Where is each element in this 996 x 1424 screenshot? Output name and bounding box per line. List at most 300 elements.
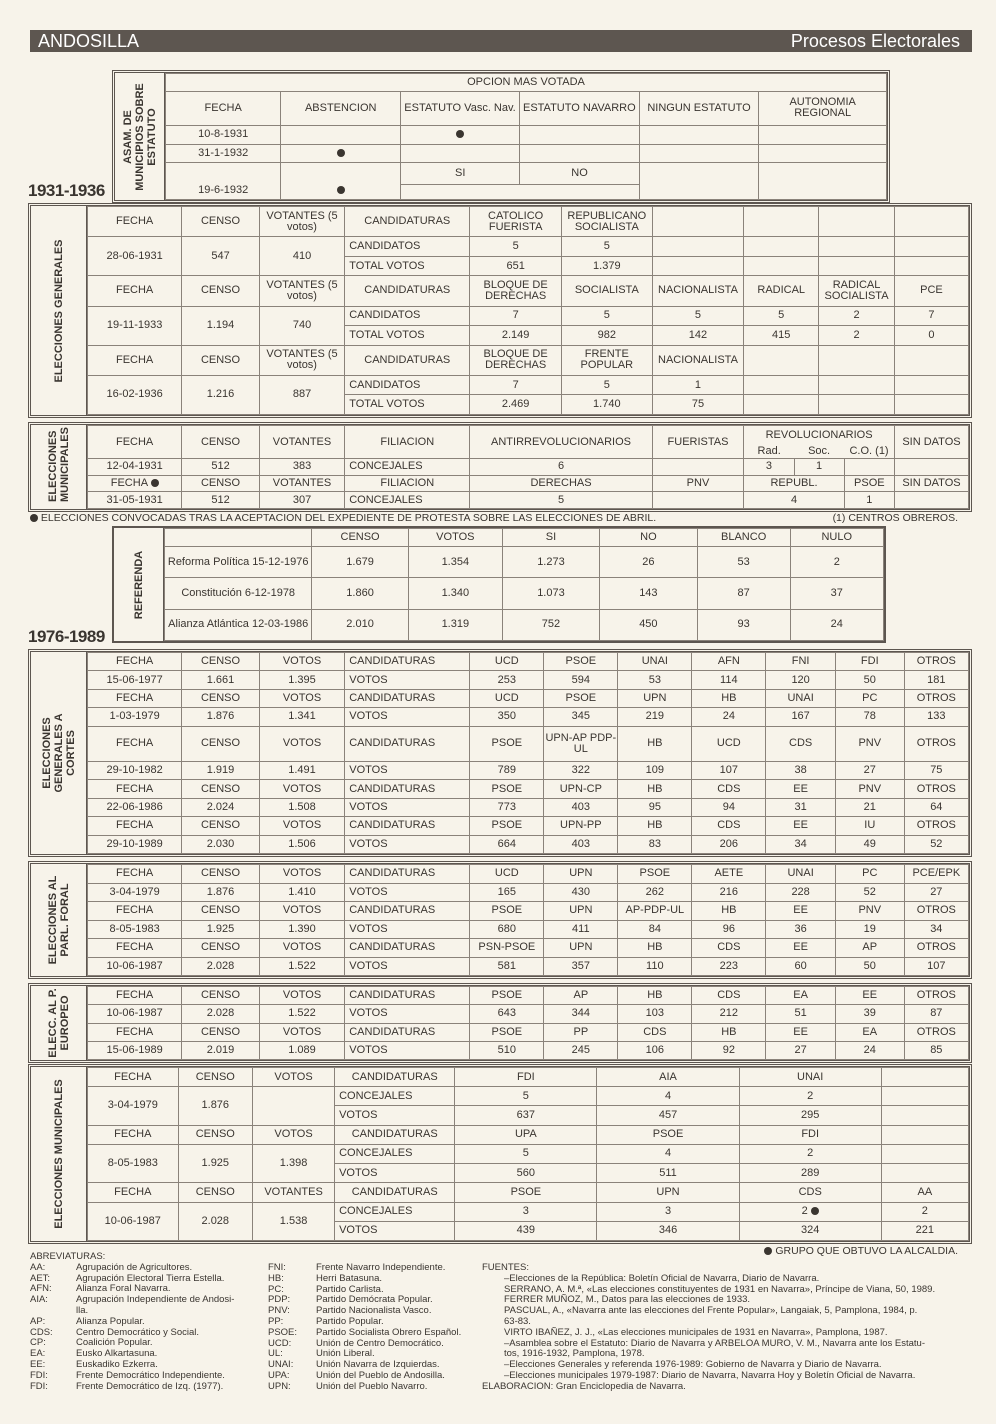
- footnote-text: GRUPO QUE OBTUVO LA ALCALDIA.: [775, 1245, 958, 1257]
- header-cell: CANDIDATURAS: [345, 865, 470, 884]
- value-cell: 84: [618, 920, 692, 939]
- value-cell: 219: [618, 708, 692, 726]
- value-cell: 60: [766, 957, 836, 976]
- h: RADICAL SOCIALISTA: [819, 276, 895, 306]
- header-cell: UPN-AP PDP-UL: [544, 726, 618, 761]
- col-estatuto-vasconavarro: ESTATUTO Vasc. Nav.: [401, 91, 520, 125]
- side-label: ELECCIONES GENERALES: [52, 238, 65, 383]
- fecha: 10-06-1987: [88, 1202, 179, 1240]
- value-cell: 49: [835, 835, 904, 853]
- date-cell: 19-6-1932: [166, 163, 281, 200]
- header-cell: PSOE: [470, 1023, 544, 1041]
- val: 1.860: [312, 578, 408, 609]
- val: 2: [790, 546, 883, 577]
- abbreviation-key: PNV:: [268, 1305, 290, 1317]
- row-label: CONCEJALES: [335, 1144, 455, 1163]
- header-cell: UCD: [470, 653, 544, 671]
- value-cell: 1.506: [259, 835, 344, 853]
- header-cell: UPN: [544, 902, 618, 921]
- header-cell: CANDIDATURAS: [335, 1183, 455, 1202]
- value-cell: 216: [692, 883, 766, 902]
- value-cell: 2.028: [182, 1005, 260, 1023]
- value-cell: 253: [470, 671, 544, 689]
- parl-grid: [87, 864, 969, 976]
- header-cell: PNV: [835, 780, 904, 798]
- censo: 547: [182, 237, 260, 276]
- h: VOTANTES: [259, 426, 344, 459]
- footnote-alcaldia: [764, 1245, 958, 1257]
- source-line: 63-83.: [504, 1315, 531, 1327]
- abbreviation-key: HB:: [268, 1272, 284, 1284]
- header-cell: UPA: [455, 1125, 597, 1144]
- h: FECHA: [110, 477, 148, 490]
- header-cell: OTROS: [904, 987, 968, 1005]
- votantes: 307: [259, 492, 344, 509]
- value-cell: 92: [692, 1041, 766, 1059]
- val: 7: [470, 375, 562, 395]
- censo: 1.925: [178, 1144, 252, 1182]
- sources: [482, 1263, 935, 1393]
- h: ANTIRREVOLUCIONARIOS: [470, 426, 652, 459]
- header-cell: FECHA: [88, 780, 182, 798]
- h: CENSO: [182, 207, 260, 237]
- val: 53: [697, 546, 790, 577]
- header-cell: CDS: [692, 939, 766, 958]
- value-cell: 206: [692, 835, 766, 853]
- value-cell: 2: [739, 1144, 881, 1163]
- footnote-centros: (1) CENTROS OBREROS.: [832, 512, 958, 524]
- header-cell: PSOE: [544, 653, 618, 671]
- h: CENSO: [182, 475, 260, 492]
- abbreviation-key: UNAI:: [268, 1359, 294, 1371]
- header-cell: UNAI: [618, 653, 692, 671]
- referenda-grid: [164, 528, 884, 641]
- source-line: PASCUAL, A., «Navarra ante las elecciones del Frente Popular», Langaiak, 5, Pamplona, 1984, p.: [504, 1305, 918, 1317]
- h: SOCIALISTA: [561, 276, 652, 306]
- votantes: 740: [259, 306, 344, 345]
- value-cell: 120: [766, 671, 836, 689]
- header-cell: FECHA: [88, 689, 182, 707]
- header-cell: AETE: [692, 865, 766, 884]
- note-dot: [30, 514, 38, 522]
- town-name: ANDOSILLA: [38, 31, 140, 51]
- value-cell: 1.919: [182, 761, 260, 779]
- value-cell: 2: [881, 1202, 968, 1221]
- fecha: 8-05-1983: [88, 1144, 179, 1182]
- value-cell: 1.661: [182, 671, 260, 689]
- header-cell: CANDIDATURAS: [345, 939, 470, 958]
- header-cell: FDI: [455, 1068, 597, 1087]
- header-cell: PSOE: [470, 726, 544, 761]
- abbreviation-key: FDI:: [30, 1369, 48, 1381]
- abbreviation-value: Frente Democrático de Izq. (1977).: [76, 1380, 224, 1392]
- val: 2: [819, 306, 895, 326]
- header-cell: PC: [835, 689, 904, 707]
- header-cell: PNV: [835, 726, 904, 761]
- value-cell: 39: [835, 1005, 904, 1023]
- header-cell: OTROS: [904, 902, 968, 921]
- municipales-1931-grid: [87, 425, 969, 509]
- header-cell: FECHA: [88, 1023, 182, 1041]
- header-cell: FECHA: [88, 1068, 179, 1087]
- val: 2.149: [470, 326, 562, 346]
- header-cell: FECHA: [88, 817, 182, 835]
- header-cell: VOTOS: [253, 1125, 335, 1144]
- value-cell: [881, 1144, 968, 1163]
- value-cell: 24: [692, 708, 766, 726]
- header-cell: VOTOS: [259, 726, 344, 761]
- header-cell: UCD: [470, 865, 544, 884]
- header-cell: CANDIDATURAS: [345, 902, 470, 921]
- val: 4: [744, 492, 844, 509]
- row-label: CANDIDATOS: [345, 306, 470, 326]
- section-title: Procesos Electorales: [790, 31, 960, 51]
- abbreviation-key: FNI:: [268, 1262, 286, 1273]
- censo: 2.028: [178, 1202, 252, 1240]
- h: CENSO: [182, 276, 260, 306]
- val: 1: [652, 375, 744, 395]
- value-cell: 53: [618, 671, 692, 689]
- value-cell: 75: [904, 761, 968, 779]
- side-label: ELECC. AL P. EUROPEO: [46, 988, 71, 1058]
- value-cell: 5: [455, 1087, 597, 1106]
- value-cell: 51: [766, 1005, 836, 1023]
- fecha: 15-06-1989: [88, 1041, 182, 1059]
- abbreviation-entry: [268, 1382, 461, 1393]
- row-label: VOTOS: [335, 1221, 455, 1240]
- header-cell: UNAI: [766, 865, 836, 884]
- col-abstencion: ABSTENCION: [281, 91, 401, 125]
- header-cell: VOTOS: [253, 1068, 335, 1087]
- header-cell: UNAI: [766, 689, 836, 707]
- header-cell: EE: [766, 939, 836, 958]
- h: [165, 529, 312, 547]
- h: Rad.: [744, 445, 794, 459]
- fecha: 12-04-1931: [88, 459, 182, 476]
- value-cell: 680: [470, 920, 544, 939]
- abbreviation-key: UPN:: [268, 1380, 291, 1392]
- header-cell: FECHA: [88, 1183, 179, 1202]
- row-label: VOTOS: [345, 671, 470, 689]
- header-cell: CENSO: [182, 1023, 260, 1041]
- header-cell: CDS: [739, 1183, 881, 1202]
- col-ningun-estatuto: NINGUN ESTATUTO: [639, 91, 759, 125]
- value-cell: 114: [692, 671, 766, 689]
- header-cell: CANDIDATURAS: [345, 987, 470, 1005]
- h: FILIACION: [345, 426, 470, 459]
- header-cell: FECHA: [88, 939, 182, 958]
- col-fecha: FECHA: [166, 91, 281, 125]
- header-cell: VOTOS: [259, 1023, 344, 1041]
- value-cell: [739, 1202, 881, 1221]
- val: 26: [599, 546, 697, 577]
- header-cell: CANDIDATURAS: [345, 653, 470, 671]
- value-cell: 344: [544, 1005, 618, 1023]
- header-cell: HB: [618, 780, 692, 798]
- header-cell: CENSO: [182, 780, 260, 798]
- header-cell: CENSO: [182, 689, 260, 707]
- value-cell: 167: [766, 708, 836, 726]
- header-cell: OTROS: [904, 726, 968, 761]
- abbreviation-key: EA:: [30, 1348, 46, 1360]
- abbreviation-key: AIA:: [30, 1294, 48, 1306]
- value-cell: 1.410: [259, 883, 344, 902]
- referendum-name: Reforma Política 15-12-1976: [165, 546, 312, 577]
- fecha: 28-06-1931: [88, 237, 182, 276]
- value-cell: 1.395: [259, 671, 344, 689]
- value-cell: 52: [835, 883, 904, 902]
- footnote-convocadas: [30, 512, 656, 524]
- abbreviation-key: AFN:: [30, 1283, 52, 1295]
- abbreviation-key: UL:: [268, 1348, 283, 1360]
- abbreviation-value: Coalición Popular.: [76, 1337, 153, 1349]
- header-cell: VOTOS: [259, 780, 344, 798]
- header-cell: PSOE: [455, 1183, 597, 1202]
- header-cell: PSOE: [470, 987, 544, 1005]
- header-cell: CANDIDATURAS: [335, 1125, 455, 1144]
- val: 1.354: [408, 546, 502, 577]
- winner-dot: [456, 130, 464, 138]
- header-cell: CANDIDATURAS: [345, 1023, 470, 1041]
- val: 1.340: [408, 578, 502, 609]
- value-cell: 87: [904, 1005, 968, 1023]
- header-cell: OTROS: [904, 817, 968, 835]
- header-cell: FECHA: [88, 726, 182, 761]
- h: BLANCO: [697, 529, 790, 547]
- val: 7: [894, 306, 968, 326]
- abbreviation-key: PDP:: [268, 1294, 291, 1306]
- asamblea-side-label: ASAM. DE MUNICIPIOS SOBRE ESTATUTO: [121, 82, 158, 191]
- row-label: VOTOS: [335, 1106, 455, 1125]
- header-cell: HB: [692, 902, 766, 921]
- val: 1.073: [502, 578, 599, 609]
- header-cell: UNAI: [739, 1068, 881, 1087]
- val: 0: [894, 326, 968, 346]
- val: 450: [599, 609, 697, 640]
- value-cell: 2.028: [182, 957, 260, 976]
- fecha: 22-06-1986: [88, 798, 182, 816]
- value-cell: 1.508: [259, 798, 344, 816]
- header-cell: FECHA: [88, 653, 182, 671]
- value-cell: 439: [455, 1221, 597, 1240]
- value-cell: 4: [597, 1144, 739, 1163]
- header-cell: [881, 1068, 968, 1087]
- value-cell: 430: [544, 883, 618, 902]
- censo: 512: [182, 459, 260, 476]
- col-estatuto-navarro: ESTATUTO NAVARRO: [519, 91, 639, 125]
- date-cell: 10-8-1931: [166, 125, 281, 144]
- cortes-grid: [87, 652, 969, 854]
- abbreviations-col-2: [268, 1263, 461, 1393]
- abbreviation-value: lla.: [76, 1304, 89, 1316]
- h: BLOQUE DE DERECHAS: [470, 345, 562, 375]
- header-cell: UPN: [544, 939, 618, 958]
- header-cell: CANDIDATURAS: [345, 817, 470, 835]
- val: 5: [561, 306, 652, 326]
- abbreviation-value: Partido Demócrata Popular.: [316, 1294, 433, 1306]
- header-cell: VOTOS: [259, 987, 344, 1005]
- value-cell: 350: [470, 708, 544, 726]
- val: 37: [790, 578, 883, 609]
- header-cell: UPN-PP: [544, 817, 618, 835]
- h: PCE: [894, 276, 968, 306]
- row-label: VOTOS: [345, 835, 470, 853]
- val: 93: [697, 609, 790, 640]
- header-cell: AA: [881, 1183, 968, 1202]
- h: REVOLUCIONARIOS: [744, 426, 895, 445]
- value-cell: 1.876: [182, 708, 260, 726]
- abbreviation-entry: [30, 1295, 234, 1306]
- header-cell: CENSO: [178, 1068, 252, 1087]
- header-cell: PCE/EPK: [904, 865, 968, 884]
- value-cell: 95: [618, 798, 692, 816]
- header-cell: VOTOS: [259, 939, 344, 958]
- value-cell: 52: [904, 835, 968, 853]
- abbreviation-value: Partido Popular.: [316, 1315, 384, 1327]
- referenda-table: [112, 526, 886, 643]
- value-cell: 24: [835, 1041, 904, 1059]
- value-cell: 34: [766, 835, 836, 853]
- row-label: VOTOS: [345, 761, 470, 779]
- municipales-1979-grid: [87, 1067, 969, 1241]
- era-label-1931: 1931-1936: [28, 181, 105, 200]
- h: [88, 475, 182, 492]
- val: 2: [819, 326, 895, 346]
- header-cell: HB: [692, 1023, 766, 1041]
- val: 651: [470, 256, 562, 276]
- value-cell: 295: [739, 1106, 881, 1125]
- abbreviation-key: UPA:: [268, 1369, 290, 1381]
- row-label: VOTOS: [345, 1005, 470, 1023]
- source-line: –Elecciones Generales y referenda 1976-1989: Gobierno de Navarra y Diario de Navarra.: [504, 1359, 882, 1371]
- value-cell: 403: [544, 835, 618, 853]
- h: FECHA: [88, 426, 182, 459]
- censo: 1.194: [182, 306, 260, 345]
- val: 1.319: [408, 609, 502, 640]
- val: 752: [502, 609, 599, 640]
- value-cell: 1.522: [259, 1005, 344, 1023]
- fecha: 10-06-1987: [88, 1005, 182, 1023]
- value-cell: 19: [835, 920, 904, 939]
- h: REPUBL.: [744, 475, 844, 492]
- h: SIN DATOS: [894, 475, 968, 492]
- row-label: CANDIDATOS: [345, 237, 470, 257]
- val: 982: [561, 326, 652, 346]
- fecha: 31-05-1931: [88, 492, 182, 509]
- abbreviation-value: Unión Navarra de Izquierdas.: [316, 1359, 440, 1371]
- value-cell: 289: [739, 1164, 881, 1183]
- header-cell: PP: [544, 1023, 618, 1041]
- val: 7: [470, 306, 562, 326]
- page-header: [30, 30, 972, 52]
- row-label: CONCEJALES: [345, 459, 470, 476]
- side-label: ELECCIONES MUNICIPALES: [52, 1079, 65, 1229]
- row-label: VOTOS: [335, 1164, 455, 1183]
- votos: 1.538: [253, 1202, 335, 1240]
- header-cell: FECHA: [88, 865, 182, 884]
- header-cell: UPN: [618, 689, 692, 707]
- note-dot: [151, 479, 159, 487]
- val: 5: [561, 237, 652, 257]
- header-cell: EE: [766, 1023, 836, 1041]
- header-cell: UCD: [470, 689, 544, 707]
- value-cell: 5: [455, 1144, 597, 1163]
- header-cell: HB: [618, 817, 692, 835]
- val: 87: [697, 578, 790, 609]
- row-label: VOTOS: [345, 957, 470, 976]
- abbreviation-entry: [30, 1382, 234, 1393]
- referendum-name: Alianza Atlántica 12-03-1986: [165, 609, 312, 640]
- header-cell: PSOE: [470, 780, 544, 798]
- votantes: 383: [259, 459, 344, 476]
- h: C.O. (1): [844, 445, 894, 459]
- date-cell: 31-1-1932: [166, 144, 281, 163]
- alcaldia-dot: [811, 1207, 819, 1215]
- value-cell: 1.089: [259, 1041, 344, 1059]
- value-cell: 221: [881, 1221, 968, 1240]
- value-cell: 1.491: [259, 761, 344, 779]
- h: VOTANTES (5 votos): [259, 345, 344, 375]
- h: VOTANTES: [259, 475, 344, 492]
- abbreviation-value: Agrupación de Agricultores.: [76, 1261, 193, 1273]
- header-cell: PSOE: [470, 817, 544, 835]
- value-cell: 36: [766, 920, 836, 939]
- source-line: VIRTO IBAÑEZ, J. J., «Las elecciones municipales de 1931 en Navarra», Pamplona, 1987.: [504, 1326, 888, 1338]
- value-cell: 4: [597, 1087, 739, 1106]
- h: SI: [502, 529, 599, 547]
- header-cell: PSN-PSOE: [470, 939, 544, 958]
- value-cell: 637: [455, 1106, 597, 1125]
- header-cell: UPN: [544, 865, 618, 884]
- era-label-1976: 1976-1989: [28, 627, 105, 646]
- note-dot: [764, 1247, 772, 1255]
- h: VOTANTES (5 votos): [259, 207, 344, 237]
- header-cell: HB: [618, 987, 692, 1005]
- header-cell: VOTOS: [259, 689, 344, 707]
- value-cell: 85: [904, 1041, 968, 1059]
- row-label: VOTOS: [345, 798, 470, 816]
- abbreviation-value: Partido Socialista Obrero Español.: [316, 1326, 462, 1338]
- header-cell: OTROS: [904, 780, 968, 798]
- h: CENSO: [182, 426, 260, 459]
- si-label: SI: [401, 163, 520, 184]
- value-cell: 324: [739, 1221, 881, 1240]
- header-cell: PSOE: [544, 689, 618, 707]
- value-cell: 181: [904, 671, 968, 689]
- source-line: –Elecciones de la República: Boletín Oficial de Navarra, Diario de Navarra.: [504, 1272, 820, 1284]
- fecha: 3-04-1979: [88, 883, 182, 902]
- censo: 1.216: [182, 375, 260, 414]
- abbreviation-key: FDI:: [30, 1380, 48, 1392]
- abbreviation-value: Alianza Popular.: [76, 1315, 145, 1327]
- header-cell: OTROS: [904, 653, 968, 671]
- row-label: CANDIDATOS: [345, 375, 470, 395]
- value-cell: 789: [470, 761, 544, 779]
- val: 1.679: [312, 546, 408, 577]
- header-cell: PC: [835, 865, 904, 884]
- val: 1.740: [561, 395, 652, 415]
- h: BLOQUE DE DERECHAS: [470, 276, 562, 306]
- h: DERECHAS: [470, 475, 652, 492]
- row-label: VOTOS: [345, 1041, 470, 1059]
- header-cell: CENSO: [182, 939, 260, 958]
- abbreviation-key: AA:: [30, 1261, 46, 1273]
- value-cell: 1.876: [182, 883, 260, 902]
- header-cell: OTROS: [904, 689, 968, 707]
- abbreviation-value: Agrupación Electoral Tierra Estella.: [76, 1272, 225, 1284]
- h: PSOE: [844, 475, 894, 492]
- abbreviation-key: AP:: [30, 1315, 46, 1327]
